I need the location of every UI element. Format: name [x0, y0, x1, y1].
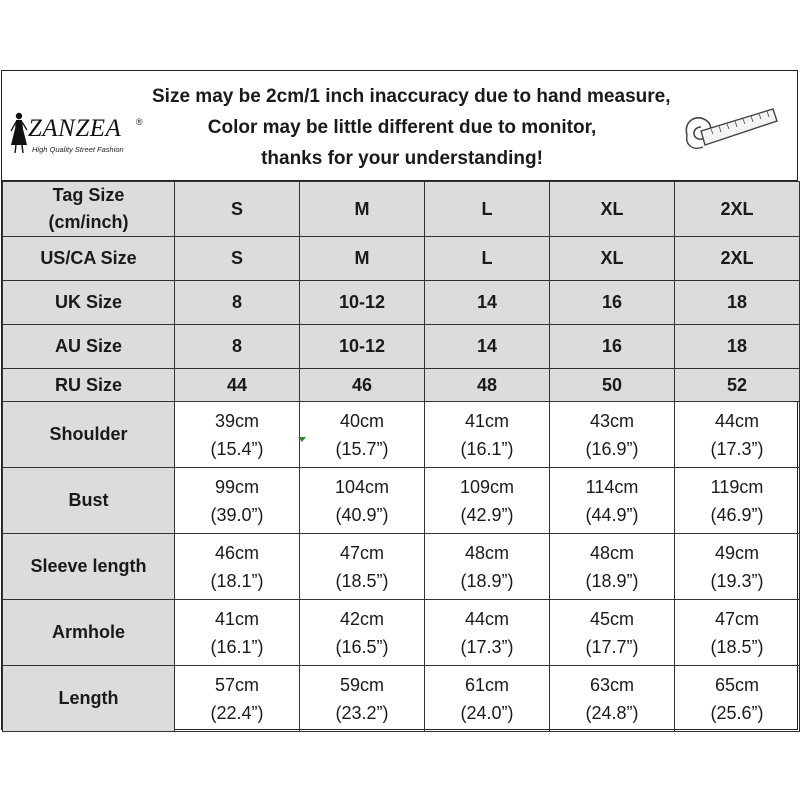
table-cell [300, 666, 425, 732]
table-cell: 10-12 [300, 281, 425, 325]
table-cell [550, 534, 675, 600]
table-cell [175, 534, 300, 600]
inch-value: (19.3”) [710, 570, 764, 591]
inch-value: (16.9”) [585, 438, 639, 459]
table-cell: 2XL [675, 182, 800, 237]
table-cell [300, 534, 425, 600]
table-cell [550, 468, 675, 534]
cm-value: 44cm [464, 608, 509, 629]
inch-value: (39.0”) [210, 504, 264, 525]
table-row [3, 325, 800, 369]
row-label-line: (cm/inch) [48, 212, 129, 232]
row-label-au-size: AU Size [3, 325, 175, 369]
table-cell: 8 [175, 281, 300, 325]
inch-value: (18.5”) [335, 570, 389, 591]
cm-value: 63cm [589, 674, 634, 695]
table-cell: 18 [675, 281, 800, 325]
table-cell [425, 666, 550, 732]
inch-value: (23.2”) [335, 702, 389, 723]
table-cell: S [175, 182, 300, 237]
table-cell: 2XL [675, 237, 800, 281]
brand-logo [8, 111, 153, 161]
inch-value: (18.5”) [710, 636, 764, 657]
measuring-tape-icon [679, 101, 779, 161]
inch-value: (16.5”) [335, 636, 389, 657]
inch-value: (44.9”) [585, 504, 639, 525]
table-cell: 18 [675, 325, 800, 369]
table-cell: L [425, 182, 550, 237]
brand-tagline: High Quality Street Fashion [32, 145, 124, 154]
cm-value: 48cm [589, 542, 634, 563]
table-cell: XL [550, 237, 675, 281]
table-cell [300, 402, 425, 468]
table-cell [300, 600, 425, 666]
table-cell [175, 402, 300, 468]
inch-value: (25.6”) [710, 702, 764, 723]
cm-value: 41cm [464, 410, 509, 431]
inch-value: (16.1”) [210, 636, 264, 657]
table-cell [675, 402, 800, 468]
inch-value: (46.9”) [710, 504, 764, 525]
table-cell [425, 402, 550, 468]
table-cell [550, 600, 675, 666]
cm-value: 44cm [714, 410, 759, 431]
table-cell: 10-12 [300, 325, 425, 369]
inch-value: (17.7”) [585, 636, 639, 657]
cm-value: 39cm [214, 410, 259, 431]
cell-comment-marker [298, 437, 306, 442]
notice-line: Size may be 2cm/1 inch inaccuracy due to hand measure, [152, 86, 671, 107]
cm-value: 65cm [714, 674, 759, 695]
table-cell [675, 600, 800, 666]
row-label-sleeve-length: Sleeve length [3, 534, 175, 600]
inch-value: (40.9”) [335, 504, 389, 525]
table-cell: L [425, 237, 550, 281]
cm-value: 46cm [214, 542, 259, 563]
size-table [2, 181, 800, 732]
table-row [3, 666, 800, 732]
table-cell: 16 [550, 281, 675, 325]
table-cell [550, 666, 675, 732]
row-label-us-ca-size: US/CA Size [3, 237, 175, 281]
fashion-figure-icon [8, 111, 30, 153]
row-label-bust: Bust [3, 468, 175, 534]
table-cell [675, 534, 800, 600]
cm-value: 61cm [464, 674, 509, 695]
registered-mark: ® [136, 117, 143, 127]
table-cell [300, 468, 425, 534]
notice-line: Color may be little different due to monitor, [207, 117, 597, 138]
inch-value: (17.3”) [460, 636, 514, 657]
table-row [3, 369, 800, 402]
chart-header [2, 71, 797, 181]
inch-value: (15.7”) [335, 438, 389, 459]
measurement-notice [152, 81, 671, 174]
cm-value: 48cm [464, 542, 509, 563]
inch-value: (22.4”) [210, 702, 264, 723]
cm-value: 47cm [339, 542, 384, 563]
cm-value: 99cm [214, 476, 259, 497]
cm-value: 49cm [714, 542, 759, 563]
table-row [3, 534, 800, 600]
table-cell [175, 468, 300, 534]
table-row [3, 600, 800, 666]
row-label-ru-size: RU Size [3, 369, 175, 402]
cm-value: 43cm [589, 410, 634, 431]
inch-value: (17.3”) [710, 438, 764, 459]
inch-value: (18.1”) [210, 570, 264, 591]
row-label-uk-size: UK Size [3, 281, 175, 325]
table-cell [175, 666, 300, 732]
table-cell [425, 600, 550, 666]
table-cell: XL [550, 182, 675, 237]
table-cell: M [300, 237, 425, 281]
table-row [3, 281, 800, 325]
table-row [3, 237, 800, 281]
cm-value: 45cm [589, 608, 634, 629]
cm-value: 119cm [710, 476, 764, 497]
table-cell: 14 [425, 281, 550, 325]
notice-line: thanks for your understanding! [261, 148, 543, 169]
table-cell [425, 534, 550, 600]
table-cell [425, 468, 550, 534]
cm-value: 41cm [214, 608, 259, 629]
table-cell: 14 [425, 325, 550, 369]
table-cell: 46 [300, 369, 425, 402]
table-cell [675, 468, 800, 534]
inch-value: (18.9”) [585, 570, 639, 591]
inch-value: (24.0”) [460, 702, 514, 723]
row-label-shoulder: Shoulder [3, 402, 175, 468]
table-cell: M [300, 182, 425, 237]
row-label-line: Tag Size [52, 185, 125, 205]
row-label-tag-size [3, 182, 175, 237]
table-cell: 16 [550, 325, 675, 369]
size-chart [1, 70, 798, 730]
inch-value: (42.9”) [460, 504, 514, 525]
table-row [3, 468, 800, 534]
brand-name: ZANZEA [28, 115, 122, 142]
table-cell: 50 [550, 369, 675, 402]
cm-value: 59cm [339, 674, 384, 695]
inch-value: (16.1”) [460, 438, 514, 459]
cm-value: 104cm [334, 476, 390, 497]
cm-value: 109cm [459, 476, 515, 497]
table-cell: 44 [175, 369, 300, 402]
cm-value: 47cm [714, 608, 759, 629]
table-cell [675, 666, 800, 732]
inch-value: (15.4”) [210, 438, 264, 459]
table-cell: 48 [425, 369, 550, 402]
cm-value: 42cm [339, 608, 384, 629]
row-label-length: Length [3, 666, 175, 732]
table-cell: 8 [175, 325, 300, 369]
table-cell: S [175, 237, 300, 281]
cm-value: 40cm [339, 410, 384, 431]
inch-value: (18.9”) [460, 570, 514, 591]
cm-value: 57cm [214, 674, 259, 695]
table-row [3, 182, 800, 237]
table-cell [550, 402, 675, 468]
table-cell: 52 [675, 369, 800, 402]
inch-value: (24.8”) [585, 702, 639, 723]
table-cell [175, 600, 300, 666]
cm-value: 114cm [585, 476, 639, 497]
table-row [3, 402, 800, 468]
row-label-armhole: Armhole [3, 600, 175, 666]
